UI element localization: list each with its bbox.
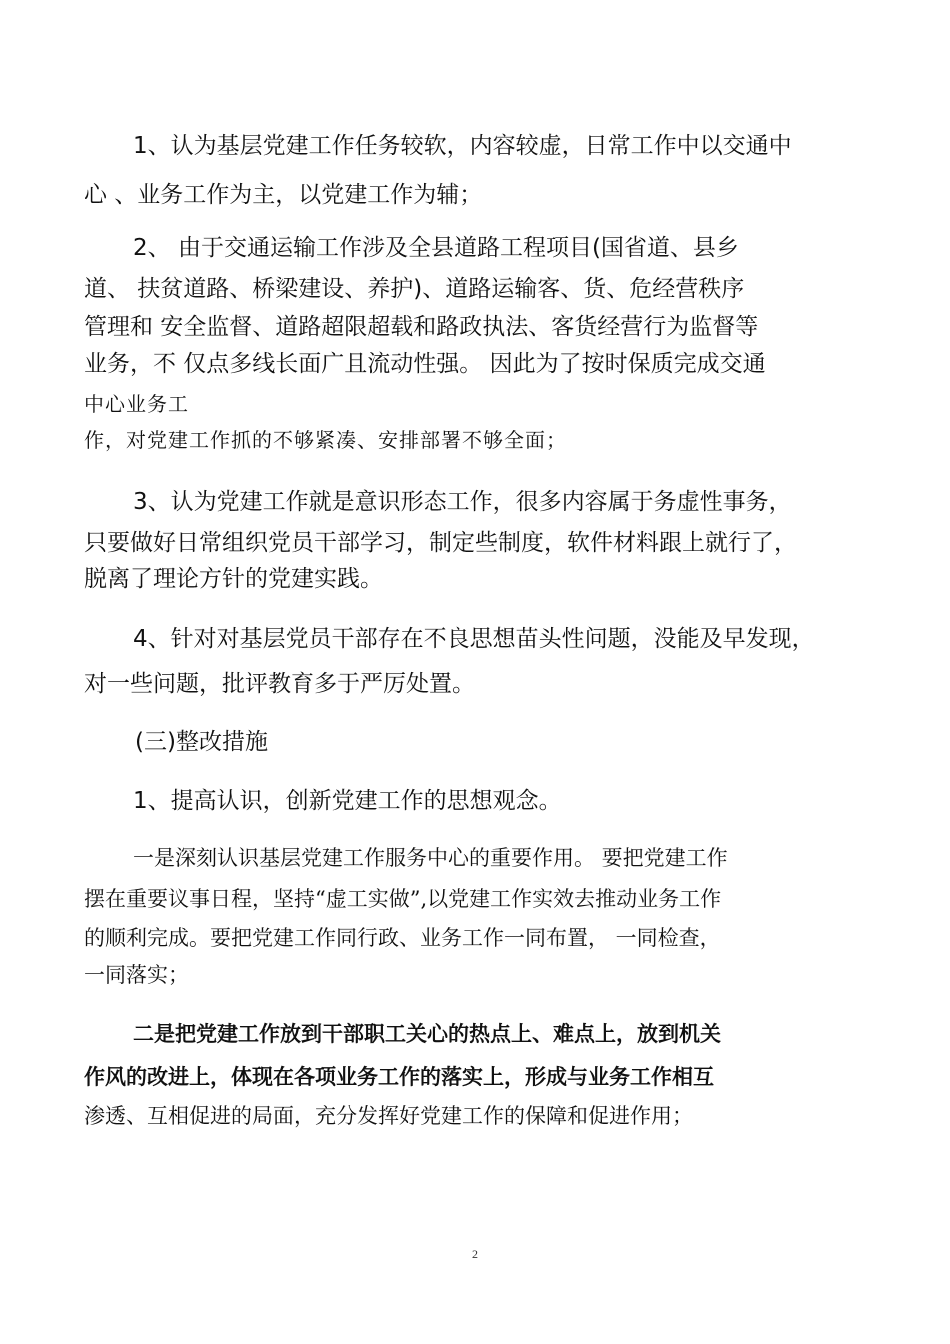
page-number: 2 [472,1247,478,1261]
p4-line-2: 对一些问题，批评教育多于严厉处置。 [84,671,475,697]
section-heading: (三)整改措施 [135,729,268,755]
p6-line-2: 摆在重要议事日程，坚持“虚工实做”,以党建工作实效去推动业务工作 [84,887,722,911]
p2-line-1: 2、 由于交通运输工作涉及全县道路工程项目(国省道、县乡 [133,235,739,261]
p7-line-1: 二是把党建工作放到干部职工关心的热点上、难点上，放到机关 [133,1021,721,1046]
p3-line-1: 3、认为党建工作就是意识形态工作，很多内容属于务虚性事务， [133,489,792,515]
p1-line-1: 1、认为基层党建工作任务较软，内容较虚，日常工作中以交通中 [133,133,792,159]
p2-line-2: 道、 扶贫道路、桥梁建设、养护)、道路运输客、货、危经营秩序 [84,276,745,302]
p1-line-2: 心 、业务工作为主，以党建工作为辅； [84,182,483,208]
p6-line-1: 一是深刻认识基层党建工作服务中心的重要作用。 要把党建工作 [133,846,728,870]
p4-line-1: 4、针对对基层党员干部存在不良思想苗头性问题，没能及早发现， [133,626,815,652]
p7-line-3: 渗透、互相促进的局面，充分发挥好党建工作的保障和促进作用； [84,1104,693,1128]
p2-line-5: 中心业务工 [84,392,189,416]
p2-line-3: 管理和 安全监督、道路超限超载和路政执法、客货经营行为监督等 [84,314,759,340]
p7-line-2: 作风的改进上，体现在各项业务工作的落实上，形成与业务工作相互 [84,1064,714,1089]
p2-line-4: 业务，不 仅点多线长面广且流动性强。 因此为了按时保质完成交通 [84,351,766,377]
p3-line-2: 只要做好日常组织党员干部学习，制定些制度，软件材料跟上就行了， [84,530,797,556]
p6-line-4: 一同落实； [84,963,189,987]
p5-line-1: 1、提高认识，创新党建工作的思想观念。 [133,788,562,814]
p2-line-6: 作，对党建工作抓的不够紧凑、安排部署不够全面； [84,428,567,452]
p6-line-3: 的顺利完成。要把党建工作同行政、业务工作一同布置， 一同检查， [84,926,721,950]
p3-line-3: 脱离了理论方针的党建实践。 [84,566,383,592]
